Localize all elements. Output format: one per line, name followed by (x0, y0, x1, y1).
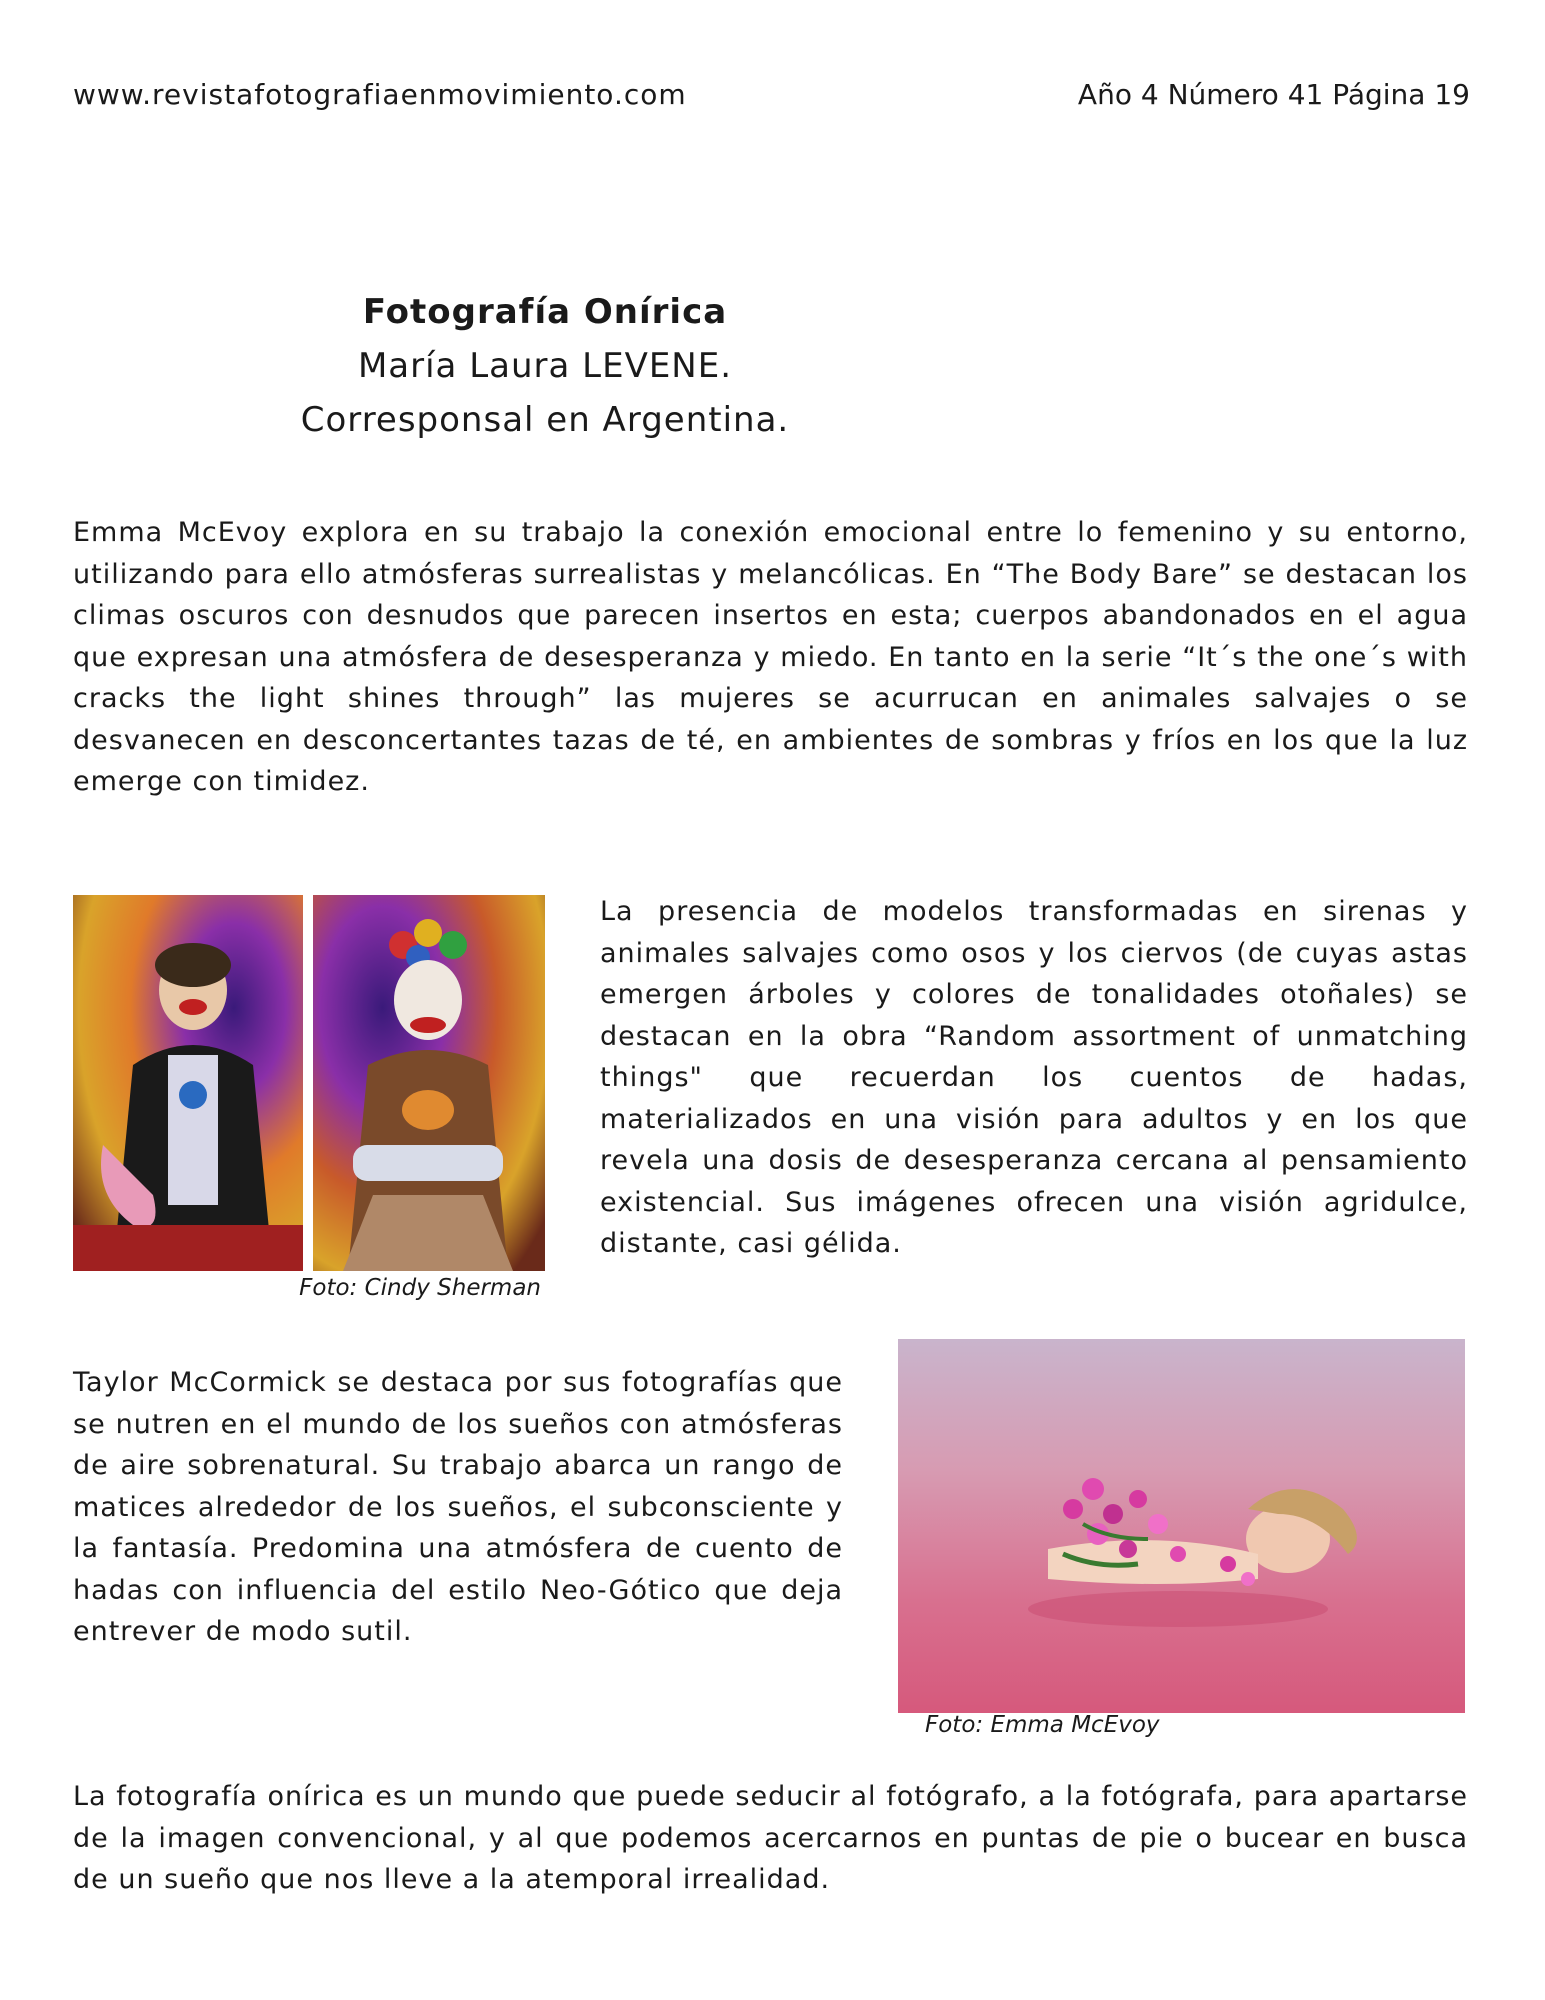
paragraph-random-assortment: La presencia de modelos transformadas en sirenas y animales salvajes como osos y los ciervos (de cuyas astas emergen árboles y colores de tonalidades otoñales) se destacan en la obra “Random assortment of unmatching things" que recuerdan los cuentos de hadas, materializados en una visión para adultos y en los que revela una dosis de desesperanza cercana al pensamiento existencial. Sus imágenes ofrecen una visión agridulce, distante, casi gélida. (600, 896, 1468, 1259)
woman-in-pink-water-photo (898, 1339, 1465, 1713)
paragraph-conclusion: La fotografía onírica es un mundo que puede seducir al fotógrafo, a la fotógrafa, para apartarse de la imagen convencional, y al que podemos acercarnos en puntas de pie o bucear en busca de un sueño que nos lleve a la atemporal irrealidad. (73, 1781, 1468, 1895)
clown-photo-left (73, 895, 303, 1271)
site-url: www.revistafotografiaenmovimiento.com (73, 78, 687, 111)
author-role: Corresponsal en Argentina. (300, 400, 790, 440)
article-author: María Laura LEVENE. (357, 346, 733, 386)
article-title-block (245, 292, 845, 454)
paragraph-taylor-mccormick: Taylor McCormick se destaca por sus fotografías que se nutren en el mundo de los sueños con atmósferas de aire sobrenatural. Su trabajo abarca un rango de matices alrededor de los sueños, el subconsciente y la fantasía. Predomina una atmósfera de cuento de hadas con influencia del estilo Neo-Gótico que deja entrever de modo sutil. (73, 1367, 843, 1647)
issue-info: Año 4 Número 41 Página 19 (1077, 78, 1470, 111)
article-title: Fotografía Onírica (362, 292, 728, 332)
photo-caption-sherman: Foto: Cindy Sherman (299, 1275, 541, 1301)
clown-photo-right (313, 895, 545, 1271)
photo-caption-mcevoy: Foto: Emma McEvoy (925, 1712, 1160, 1738)
paragraph-intro: Emma McEvoy explora en su trabajo la conexión emocional entre lo femenino y su entorno, utilizando para ello atmósferas surrealistas y melancólicas. En “The Body Bare” se destacan los climas oscuros con desnudos que parecen insertos en esta; cuerpos abandonados en el agua que expresan una atmósfera de desesperanza y miedo. En tanto en la serie “It´s the one´s with cracks the light shines through” las mujeres se acurrucan en animales salvajes o se desvanecen en desconcertantes tazas de té, en ambientes de sombras y fríos en los que la luz emerge con timidez. (73, 517, 1468, 797)
